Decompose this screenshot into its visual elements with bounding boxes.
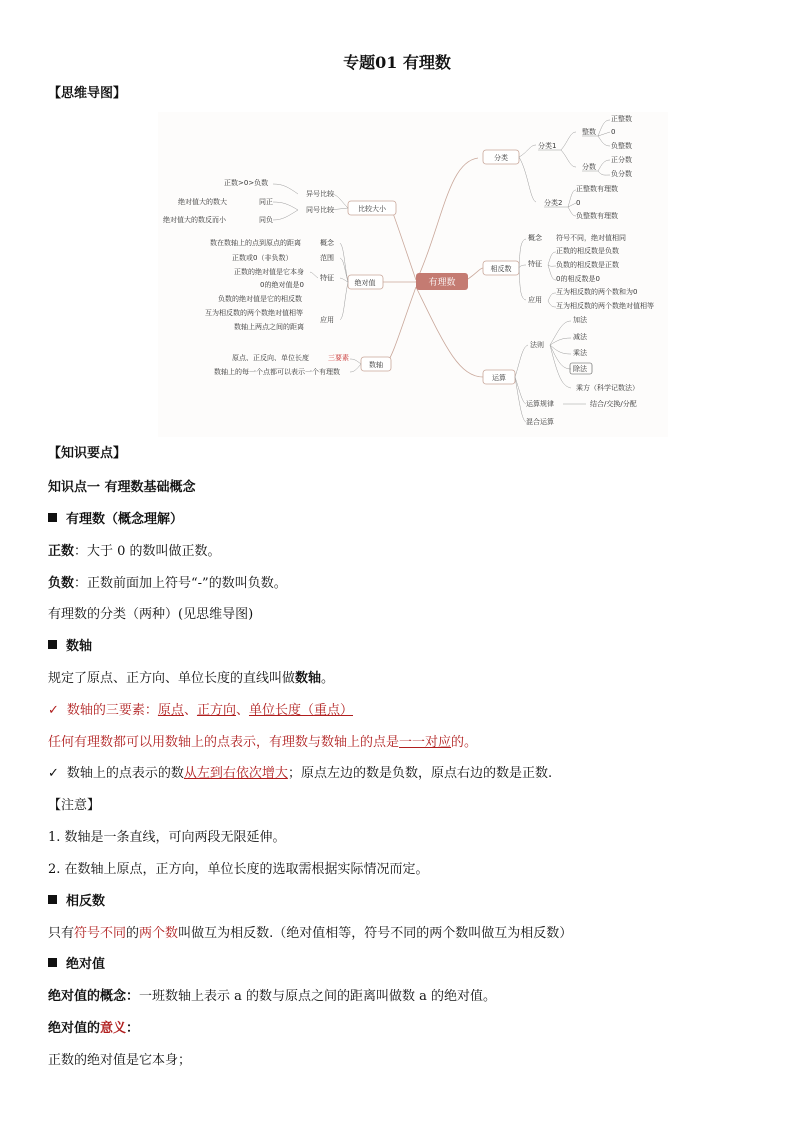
xfs-mid: 的 [126, 926, 140, 941]
mindmap-heading: 【思维导图】 [48, 86, 127, 101]
mm-chengfa: 乘法 [573, 349, 587, 357]
mm-jd-tz3: 负数的绝对值是它的相反数 [218, 295, 302, 303]
mm-fuyouli: 负整数有理数 [576, 212, 618, 220]
mm-chufa: 除法 [573, 365, 587, 373]
xiangfanshu-definition [48, 926, 572, 942]
mm-sanyaosu-text: 原点、正反向、单位长度 [232, 354, 309, 362]
page-title: 专题01 有理数 [343, 53, 451, 72]
mm-fufenshu: 负分数 [611, 170, 632, 178]
mm-xf-gainian-text: 符号不同，绝对值相同 [556, 234, 626, 242]
mm-jd-yy1: 互为相反数的两个数绝对值相等 [205, 309, 303, 317]
mm-xf-tz3: 0的相反数是0 [556, 275, 600, 283]
section-jueduizhi [48, 957, 105, 973]
shuzhou-def-pre: 规定了原点、正方向、单位长度的直线叫做 [48, 671, 296, 686]
mm-tonghao: 同号比较 [306, 206, 334, 214]
mm-guilv-text: 结合/交换/分配 [590, 400, 637, 408]
zhengshu-line [48, 544, 221, 560]
mm-jd-tz2: 0的绝对值是0 [260, 281, 304, 289]
shuzhou-def-term: 数轴 [295, 671, 322, 686]
mm-xf-tezheng: 特征 [528, 260, 542, 268]
knowledge-heading: 【知识要点】 [48, 446, 127, 461]
section-youlishu-label: 有理数（概念理解） [66, 512, 184, 527]
mm-jd-tezheng: 特征 [320, 274, 334, 282]
mm-jianfa: 减法 [573, 333, 587, 341]
bullet-square-icon [48, 513, 57, 522]
bullet-square-icon [48, 958, 57, 967]
mm-xf-yy2: 互为相反数的两个数绝对值相等 [556, 302, 654, 310]
center-node-label: 有理数 [428, 278, 456, 288]
mm-zhengfenshu: 正分数 [611, 156, 632, 164]
mm-yihao-text: 正数>0>负数 [224, 179, 269, 187]
mm-jd-gainian: 概念 [320, 239, 334, 247]
correspondence-line [48, 735, 477, 751]
mm-guilv: 运算规律 [526, 400, 554, 408]
mm-zhengyouli: 正整数有理数 [576, 185, 618, 193]
point1-heading: 知识点一 有理数基础概念 [48, 480, 196, 495]
jdz-yiyi-red: 意义 [100, 1021, 127, 1036]
check-icon: ✓ [48, 766, 59, 781]
sanyaosu-a: 原点 [157, 703, 184, 718]
order-post: ；原点左边的数是负数，原点右边的数是正数. [287, 766, 553, 781]
mm-jd-tz1: 正数的绝对值是它本身 [234, 268, 304, 276]
mm-fenlei1: 分类1 [538, 142, 557, 150]
mm-fenshu: 分数 [582, 163, 596, 171]
jdz-def-text: 一班数轴上表示 a 的数与原点之间的距离叫做数 a 的绝对值。 [139, 989, 497, 1004]
mm-jiafa: 加法 [573, 316, 587, 324]
note-1: 1. 数轴是一条直线，可向两段无限延伸。 [48, 830, 286, 845]
mm-jd-yingyong: 应用 [320, 316, 334, 324]
mm-zero1: 0 [611, 128, 616, 136]
mm-yunsuan: 运算 [492, 374, 506, 382]
jdz-def-label: 绝对值的概念： [48, 989, 140, 1004]
mm-chengfang: 乘方（科学记数法） [576, 384, 639, 392]
correspondence-underlined: 一一对应 [399, 735, 452, 750]
section-jueduizhi-label: 绝对值 [66, 957, 106, 972]
mm-tongzheng-text: 绝对值大的数大 [178, 198, 227, 206]
zhengshu-text: ：大于 0 的数叫做正数。 [74, 544, 221, 559]
xfs-pre: 只有 [48, 926, 75, 941]
sanyaosu-b: 正方向 [196, 703, 236, 718]
mind-map [158, 112, 668, 437]
zhengshu-label: 正数 [48, 544, 75, 559]
mm-zhengzhengshu: 正整数 [611, 115, 632, 123]
order-underlined: 从左到右依次增大 [183, 766, 288, 781]
mm-tongzheng: 同正 [259, 198, 273, 206]
section-youlishu [48, 512, 183, 528]
xfs-red-1: 符号不同 [74, 926, 127, 941]
mm-yihao: 异号比较 [306, 190, 334, 198]
section-xiangfanshu [48, 894, 105, 910]
mm-jd-fanwei-text: 正数或0（非负数） [232, 254, 293, 262]
jueduizhi-meaning-heading [48, 1021, 139, 1037]
fushu-line [48, 576, 287, 592]
sanyaosu-pre: 数轴的三要素： [66, 703, 158, 718]
sanyaosu-sep1: 、 [183, 703, 197, 718]
mm-jueduizhi: 绝对值 [354, 279, 376, 287]
mm-sz-text2: 数轴上的每一个点都可以表示一个有理数 [214, 368, 340, 376]
mm-zhengshu: 整数 [582, 128, 596, 136]
last-line: 正数的绝对值是它本身； [48, 1053, 192, 1068]
mm-bijiao: 比较大小 [358, 205, 386, 213]
mm-fenlei2: 分类2 [544, 199, 563, 207]
mm-shuzhou: 数轴 [369, 361, 383, 369]
bullet-square-icon [48, 640, 57, 649]
mm-jd-yy2: 数轴上两点之间的距离 [234, 323, 304, 331]
section-xiangfanshu-label: 相反数 [66, 894, 106, 909]
mm-xf-tz1: 正数的相反数是负数 [556, 247, 619, 255]
order-pre: 数轴上的点表示的数 [66, 766, 184, 781]
section-shuzhou [48, 639, 92, 655]
mm-fenlei: 分类 [494, 154, 508, 162]
note-heading: 【注意】 [48, 798, 101, 813]
mm-tongfu: 同负 [259, 216, 273, 224]
mm-xf-gainian: 概念 [528, 234, 542, 242]
shuzhou-definition [48, 671, 334, 687]
mm-fafa: 法则 [530, 341, 544, 349]
mm-xf-yingyong: 应用 [528, 296, 542, 304]
mm-xf-yy1: 互为相反数的两个数和为0 [556, 288, 638, 296]
fenlei-line: 有理数的分类（两种）(见思维导图) [48, 607, 254, 622]
section-shuzhou-label: 数轴 [66, 639, 93, 654]
sanyaosu-sep2: 、 [235, 703, 249, 718]
xfs-red-2: 两个数 [139, 926, 179, 941]
mm-jd-gainian-text: 数在数轴上的点到原点的距离 [210, 239, 301, 247]
mm-hunhe: 混合运算 [526, 418, 554, 426]
fushu-label: 负数 [48, 576, 75, 591]
order-line [48, 766, 552, 782]
mm-zero2: 0 [576, 199, 581, 207]
check-icon: ✓ [48, 703, 59, 718]
shuzhou-def-post: 。 [321, 671, 335, 686]
correspondence-post: 的。 [451, 735, 478, 750]
note-2: 2. 在数轴上原点，正方向，单位长度的选取需根据实际情况而定。 [48, 862, 429, 877]
fushu-text: ：正数前面加上符号“-”的数叫负数。 [74, 576, 287, 591]
sanyaosu-line [48, 703, 353, 719]
mm-sanyaosu: 三要素 [328, 354, 349, 362]
xfs-post: 叫做互为相反数.（绝对值相等，符号不同的两个数叫做互为相反数） [178, 926, 573, 941]
jueduizhi-definition [48, 989, 496, 1005]
correspondence-pre: 任何有理数都可以用数轴上的点表示，有理数与数轴上的点是 [48, 735, 400, 750]
bullet-square-icon [48, 895, 57, 904]
mm-tongfu-text: 绝对值大的数反而小 [163, 216, 226, 224]
mm-fuzhengshu: 负整数 [611, 142, 632, 150]
mm-xf-tz2: 负数的相反数是正数 [556, 261, 619, 269]
jdz-yiyi-pre: 绝对值的 [48, 1021, 101, 1036]
mm-xiangfanshu: 相反数 [490, 265, 512, 273]
sanyaosu-c: 单位长度（重点） [248, 703, 353, 718]
jdz-yiyi-post: ： [126, 1021, 140, 1036]
mm-jd-fanwei: 范围 [320, 254, 334, 262]
